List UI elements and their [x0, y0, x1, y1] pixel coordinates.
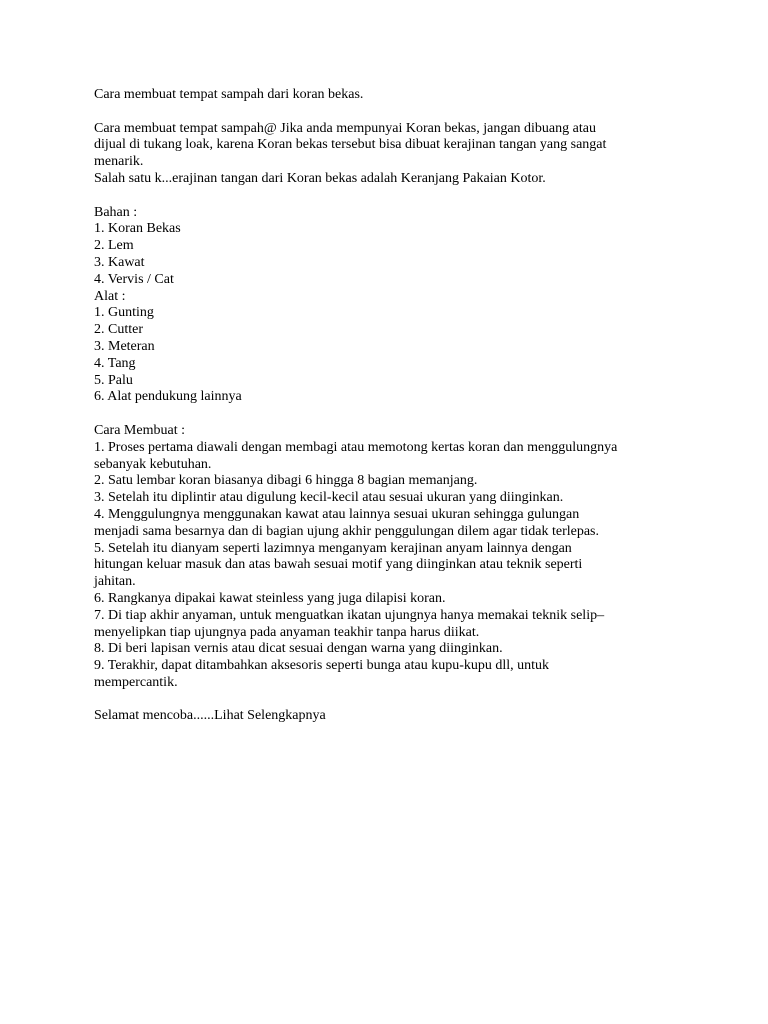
step-line: menjadi sama besarnya dan di bagian ujung akhir penggulungan dilem agar tidak terlepas.: [94, 523, 600, 539]
intro-line: Salah satu k...erajinan tangan dari Koran bekas adalah Keranjang Pakaian Kotor.: [94, 170, 546, 186]
step-line: mempercantik.: [94, 674, 178, 690]
step-line: 1. Proses pertama diawali dengan membagi atau memotong kertas koran dan menggulungnya: [94, 439, 618, 455]
step-line: hitungan keluar masuk dan atas bawah sesuai motif yang diinginkan atau teknik seperti: [94, 557, 583, 573]
bahan-item: 2. Lem: [94, 238, 134, 254]
step-line: 5. Setelah itu dianyam seperti lazimnya menganyam kerajinan anyam lainnya dengan: [94, 540, 572, 556]
step-line: 3. Setelah itu diplintir atau digulung kecil-kecil atau sesuai ukuran yang diinginkan.: [94, 490, 564, 506]
step-line: jahitan.: [94, 574, 136, 590]
alat-item: 4. Tang: [94, 355, 136, 371]
step-line: 2. Satu lembar koran biasanya dibagi 6 hingga 8 bagian memanjang.: [94, 473, 478, 489]
step-line: sebanyak kebutuhan.: [94, 456, 212, 472]
bahan-item: 3. Kawat: [94, 254, 145, 270]
document-title: Cara membuat tempat sampah dari koran bekas.: [94, 87, 364, 102]
step-line: 8. Di beri lapisan vernis atau dicat sesuai dengan warna yang diinginkan.: [94, 641, 503, 657]
alat-item: 5. Palu: [94, 372, 133, 388]
intro-line: dijual di tukang loak, karena Koran bekas tersebut bisa dibuat kerajinan tangan yang sangat: [94, 137, 607, 153]
alat-heading: Alat :: [94, 288, 126, 304]
step-line: 4. Menggulungnya menggunakan kawat atau lainnya sesuai ukuran sehingga gulungan: [94, 506, 580, 522]
alat-item: 6. Alat pendukung lainnya: [94, 389, 242, 405]
step-line: menyelipkan tiap ujungnya pada anyaman teakhir tanpa harus diikat.: [94, 624, 480, 640]
paragraph-gap: [94, 692, 694, 709]
step-line: 6. Rangkanya dipakai kawat steinless yang juga dilapisi koran.: [94, 590, 446, 606]
alat-item: 3. Meteran: [94, 338, 155, 354]
bahan-item: 1. Koran Bekas: [94, 221, 181, 237]
paragraph-gap: [94, 188, 694, 205]
paragraph-gap: [94, 406, 694, 423]
step-line: 9. Terakhir, dapat ditambahkan aksesoris seperti bunga atau kupu-kupu dll, untuk: [94, 658, 550, 674]
steps-heading: Cara Membuat :: [94, 422, 185, 438]
paragraph-gap: [94, 104, 694, 121]
document-body: [94, 87, 694, 725]
intro-line: menarik.: [94, 154, 144, 170]
bahan-item: 4. Vervis / Cat: [94, 271, 174, 287]
step-line: 7. Di tiap akhir anyaman, untuk menguatkan ikatan ujungnya hanya memakai teknik selip–: [94, 607, 605, 623]
intro-line: Cara membuat tempat sampah@ Jika anda mempunyai Koran bekas, jangan dibuang atau: [94, 120, 596, 136]
alat-item: 2. Cutter: [94, 322, 143, 338]
closing-line: Selamat mencoba......Lihat Selengkapnya: [94, 708, 326, 724]
bahan-heading: Bahan :: [94, 204, 138, 220]
alat-item: 1. Gunting: [94, 305, 154, 321]
